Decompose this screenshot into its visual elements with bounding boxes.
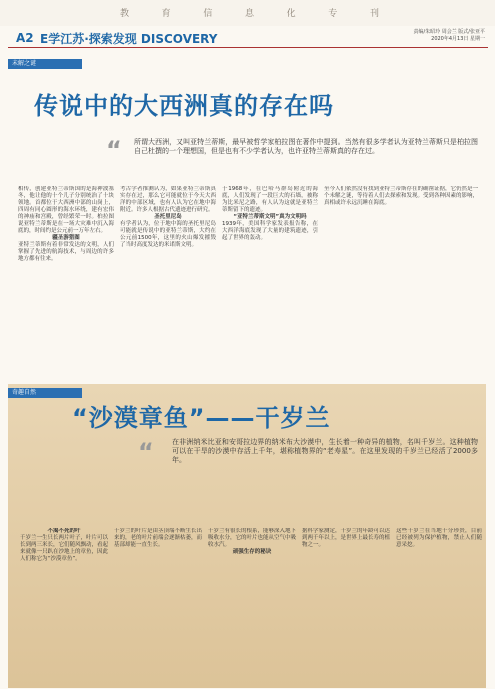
article-intro: 所谓大西洲，又叫亚特兰蒂斯，最早被哲学家柏拉图在著作中提到。当然有很多学者认为亚特兰蒂斯只是柏拉图自己杜撰的一个理想国，但是也有不少学者认为，也许亚特兰蒂斯真的存在过。 [134,138,478,155]
article-column [114,528,202,684]
subheading: 不渴不死的叶 [47,528,81,534]
article-column [18,186,114,378]
article-column [222,186,318,378]
paragraph: 千岁兰的叶片是由茎顶端不断生长出来的，老的叶片前端会逐渐枯萎，而基部却能一直生长。 [114,528,202,548]
article-title: 传说中的大西洲真的存在吗 [34,92,334,120]
quote-mark: “ [106,136,122,164]
article-column [120,186,216,378]
article-column [396,528,482,684]
subheading: 顽强生存的秘诀 [232,549,272,555]
masthead-char: 刊 [369,9,380,19]
paragraph: 相传，创建亚特兰蒂斯国的是海神波塞冬，他让他的十个儿子分别统治了十块领地。首都位于大西洲中部的山岗上，四周有同心圆形的海水环绕，建有宏伟的神庙和宫殿，曾经繁荣一时。柏拉图说亚特兰蒂斯是在一场大灾难中沉入海底的，时间约是公元前一万年左右。 [18,186,114,234]
article-column [208,528,296,684]
masthead-title [120,6,380,19]
subheading: 圣托里尼岛 [154,214,182,220]
editor-info [315,29,485,43]
article-column [20,528,108,684]
masthead-char: 息 [244,9,255,19]
subheading: 疆圣游猎图 [52,235,80,241]
article-column [302,528,390,684]
paragraph: 至今人们依然没有找到亚特兰蒂斯存在的确凿证据，它仍然是一个未解之谜，等待着人们去探索和发现。受到各种因素的影响，真相或许永远沉睡在海底。 [324,186,478,206]
paragraph: 1939年，美国科学家发表报告称，在大西洋海底发现了大量的建筑遗迹，引起了世界的轰动。 [222,221,318,241]
article-title: “沙漠章鱼”——干岁兰 [72,404,331,432]
section-label [8,388,82,398]
paragraph: 考古学者推测认为，如果亚特兰蒂斯真实存在过，那么它可能就位于今天大西洋的中部区域，也有人认为它在地中海附近。许多人根据古代遗迹进行研究。 [120,186,216,213]
editor-line: 责编/朱昭玲 周会兰 版式/张亚平 [413,29,485,35]
masthead-char: 教 [120,9,131,19]
masthead-char: 化 [286,9,297,19]
paragraph: 这些千岁兰在当地十分珍贵，目前已经被列为保护植物，禁止人们随意采挖。 [396,528,482,548]
paragraph: 千岁兰一生只长两片叶子，叶片可以长到两三米长，它们随风飘动，看起来就像一只趴在沙地上的章鱼，因此人们称它为“沙漠章鱼”。 [20,535,108,562]
section-name: E学江苏·探索发现 DISCOVERY [40,32,218,46]
masthead-char: 专 [328,9,339,19]
paragraph: 千岁兰有很长的根系，能够深入地下吸收水分，它的叶片也能从空气中吸收水汽。 [208,528,296,548]
section-label-text: 奇趣自然 [12,389,37,396]
paragraph: 亚特兰蒂斯有着非常发达的文明，人们掌握了先进的航海技术，与周边的许多地方都有往来。 [18,242,114,262]
paragraph: 有学者认为，位于地中海的圣托里尼岛可能就是传说中的亚特兰蒂斯，大约在公元前1500年，这里的火山爆发摧毁了当时高度发达的米诺斯文明。 [120,221,216,248]
date-line: 2020年4月13日 星期一 [431,36,485,42]
subheading: “亚特兰蒂斯文明”真为文明吗 [233,214,307,220]
paragraph: 于1968年，在巴哈马群岛附近的海底，人们发现了一段巨大的石墙，被称为比米尼之路，有人认为这就是亚特兰蒂斯留下的遗迹。 [222,186,318,213]
section-label-text: 未解之谜 [12,60,37,67]
page-code: A2 [16,31,34,45]
masthead-char: 信 [203,9,214,19]
paragraph: 据科学家测定，千岁兰的年龄可以达到两千年以上，是世界上最长寿的植物之一。 [302,528,390,548]
article-column [324,186,478,378]
section-label [8,59,82,69]
quote-mark: “ [138,438,154,466]
article-intro: 在非洲纳米比亚和安哥拉边界的纳米布大沙漠中，生长着一种奇异的植物，名叫千岁兰。这种植物可以在干旱的沙漠中存活上千年，堪称植物界的“老寿星”。在这里发现的千岁兰已经活了2000多年。 [172,438,478,464]
masthead-char: 育 [161,9,172,19]
